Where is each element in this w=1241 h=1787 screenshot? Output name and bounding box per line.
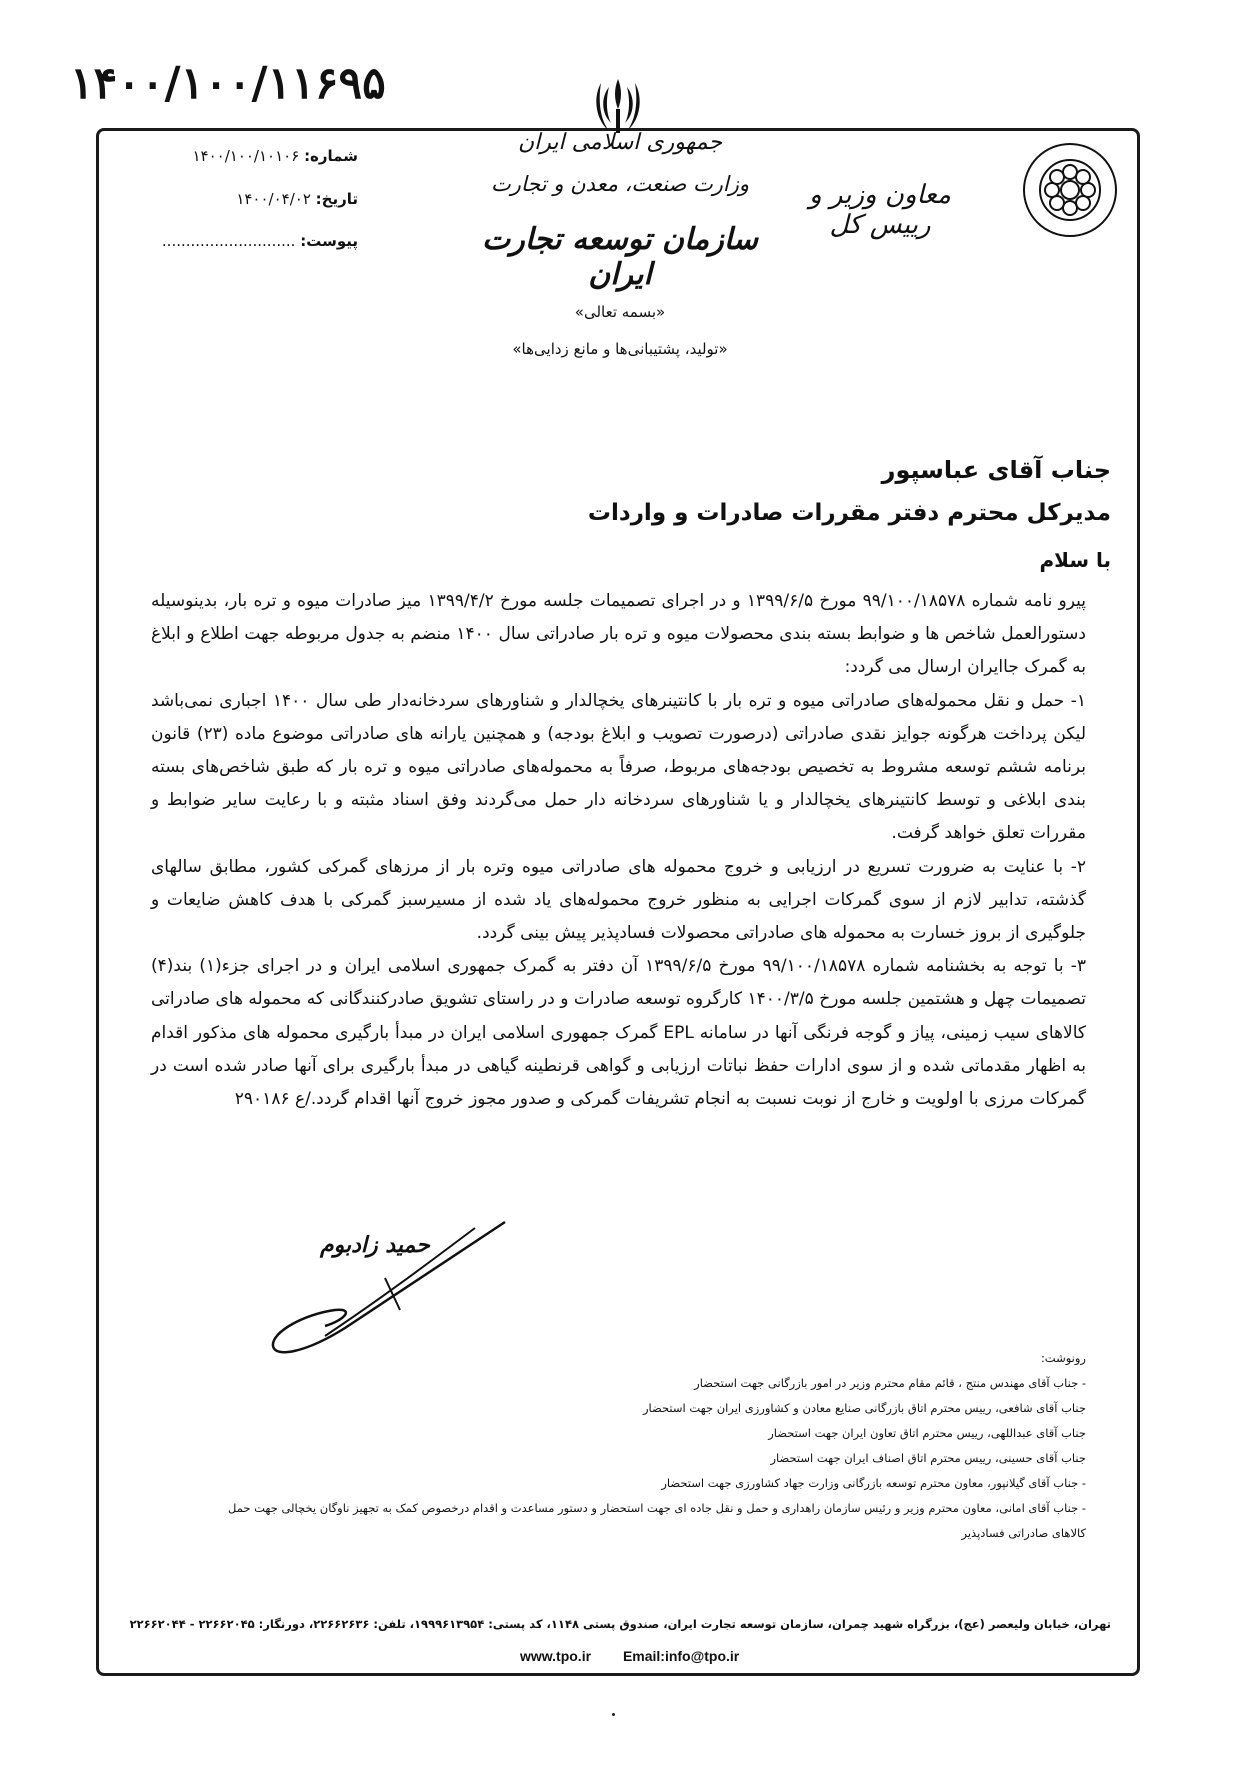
attachment-label: پیوست: <box>300 232 358 250</box>
cc-line: جناب آقای شافعی، رییس محترم اتاق بازرگانی صنایع معادن و کشاورزی ایران جهت استحضار <box>642 1401 1086 1415</box>
body-item-1: ۱- حمل و نقل محموله‌های صادراتی میوه و تره بار با کانتینرهای یخچالدار و شناورهای سردخانه‌دار طی سال ۱۴۰۰ اجباری نمی‌باشد لیکن پرداخت هرگونه جوایز نقدی صادراتی (درصورت تصویب و ابلاغ بودجه) و همچنین یارانه های صادراتی موضوع ماده (۲۳) قانون برنامه ششم توسعه مشروط به تخصیص بودجه‌های مربوط، صرفاً به محموله‌های صادراتی میوه و تره بار که طبق شاخص‌های بسته بندی ابلاغی و توسط کانتینرهای یخچالدار و یا شناورهای سردخانه دار حمل می‌گردند وفق اسناد مثبته و با رعایت سایر ضوابط و مقررات تعلق خواهد گرفت. <box>151 690 1086 844</box>
number-value: ۱۴۰۰/۱۰۰/۱۰۱۰۶ <box>192 147 300 165</box>
body-intro: پیرو نامه شماره ۹۹/۱۰۰/۱۸۵۷۸ مورخ ۱۳۹۹/۶/۵ و در اجرای تصمیمات جلسه مورخ ۱۳۹۹/۴/۲ میز صادرات میوه و تره بار، بدینوسیله دستورالعمل شاخص ها و ضوابط بسته بندی محصولات میوه و تره بار صادراتی سال ۱۴۰۰ منضم به جدول مربوطه جهت اطلاع و ابلاغ به گمرک جاایران ارسال می گردد: <box>151 591 1086 678</box>
signature-icon <box>265 1218 515 1363</box>
header-republic: جمهوری اسلامی ایران <box>517 130 723 155</box>
letter-number <box>108 147 358 165</box>
slogan: «تولید، پشتیبانی‌ها و مانع زدایی‌ها» <box>512 340 728 358</box>
scan-speck <box>612 1713 615 1716</box>
handwritten-registration-number: ۱۴۰۰/۱۰۰/۱۱۶۹۵ <box>70 58 386 109</box>
signatory-name: حمید زادبوم <box>320 1232 430 1258</box>
cc-line: جناب آقای عبداللهی، رییس محترم اتاق تعاون ایران جهت استحضار <box>768 1426 1086 1440</box>
date-value: ۱۴۰۰/۰۴/۰۲ <box>236 190 311 208</box>
cc-line: - جناب آقای امانی، معاون محترم وزیر و رئیس سازمان راهداری و حمل و نقل جاده ای جهت استحضار و دستور مساعدت و اقدام درخصوص کمک به تجهیز ناوگان یخچالی جهت حمل <box>227 1501 1086 1515</box>
cc-heading: رونوشت: <box>1040 1351 1086 1365</box>
cc-line: کالاهای صادراتی فسادپذیر <box>961 1526 1086 1540</box>
footer-contact <box>520 1648 767 1664</box>
cc-line: - جناب آقای گیلانپور، معاون محترم توسعه بازرگانی وزارت جهاد کشاورزی جهت استحضار <box>661 1476 1086 1490</box>
addressee-name: جناب آقای عباسپور <box>881 456 1111 484</box>
header-organization: سازمان توسعه تجارت ایران <box>481 222 759 292</box>
header-ministry: وزارت صنعت، معدن و تجارت <box>490 172 750 196</box>
footer-address: تهران، خیابان ولیعصر (عج)، بزرگراه شهید چمران، سازمان توسعه تجارت ایران، صندوق پستی ۱۱۴۸، کد پستی: ۱۹۹۹۶۱۳۹۵۴، تلفن: ۲۲۶۶۲۶۳۶، دورنگار: ۲۲۶۶۲۰۴۵ - ۲۲۶۶۲۰۴۴ <box>129 1617 1111 1631</box>
deputy-title: معاون وزیر و رییس کل <box>809 180 951 240</box>
footer-email: Email:info@tpo.ir <box>622 1648 740 1664</box>
tpo-logo-icon <box>1020 140 1120 240</box>
addressee-title: مدیرکل محترم دفتر مقررات صادرات و واردات <box>587 500 1111 526</box>
number-label: شماره: <box>304 147 358 165</box>
letter-attachment <box>108 232 358 250</box>
attachment-value: ............................ <box>161 232 296 250</box>
letter-date <box>108 190 358 208</box>
basmala: «بسمه تعالی» <box>574 303 666 321</box>
cc-list <box>186 1346 1086 1546</box>
footer-website: www.tpo.ir <box>520 1648 592 1664</box>
date-label: تاریخ: <box>315 190 358 208</box>
greeting: با سلام <box>1039 548 1111 572</box>
iran-emblem-icon <box>593 75 643 137</box>
body-item-3: ۳- با توجه به بخشنامه شماره ۹۹/۱۰۰/۱۸۵۷۸ مورخ ۱۳۹۹/۶/۵ آن دفتر به گمرک جمهوری اسلامی ایران و در اجرای جزء(۱) بند(۴) تصمیمات چهل و هشتمین جلسه مورخ ۱۴۰۰/۳/۵ کارگروه توسعه صادرات و در راستای تشویق صادرکنندگانی که محموله های صادراتی کالاهای سیب زمینی، پیاز و گوجه فرنگی آنها در سامانه EPL گمرک جمهوری اسلامی ایران در مبدأ بارگیری محموله های مذکور اقدام به اظهار مقدماتی شده و از سوی ادارات حفظ نباتات ارزیابی و گواهی قرنطینه گیاهی در مبدأ بارگیری برای آنها صادر شده است در گمرکات مرزی با اولویت و خارج از نوبت نسبت به انجام تشریفات گمرکی و صدور مجوز خروج آنها اقدام گردد./ع ۲۹۰۱۸۶ <box>151 956 1087 1110</box>
cc-line: - جناب آقای مهندس منتج ، قائم مقام محترم وزیر در امور بازرگانی جهت استحضار <box>694 1376 1086 1390</box>
letter-body <box>151 585 1086 1116</box>
body-item-2: ۲- با عنایت به ضرورت تسریع در ارزیابی و خروج محموله های صادراتی میوه وتره بار از مرزهای گمرکی کشور، مطابق سالهای گذشته، تدابیر لازم از سوی گمرکات اجرایی به منظور خروج محموله‌های یاد شده از مسیرسبز گمرکی با هدف کاهش ضایعات و جلوگیری از بروز خسارت به محموله های صادراتی محصولات فسادپذیر پیش بینی گردد. <box>151 856 1086 944</box>
cc-line: جناب آقای حسینی، رییس محترم اتاق اصناف ایران جهت استحضار <box>770 1451 1086 1465</box>
